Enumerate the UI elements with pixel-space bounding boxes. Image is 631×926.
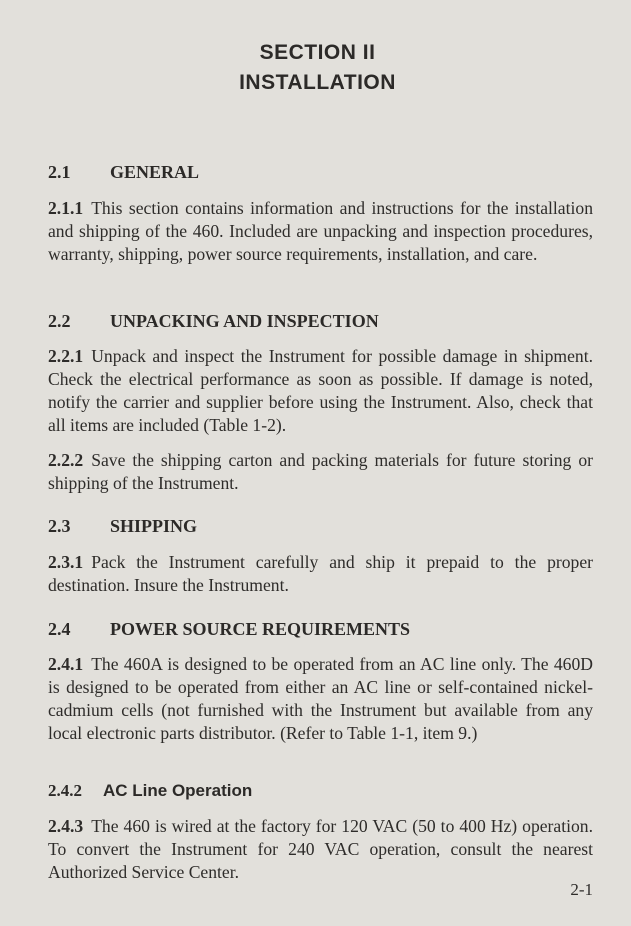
page-number: 2-1 xyxy=(570,880,593,899)
paragraph-number: 2.1.1 xyxy=(48,198,84,218)
paragraph-text: The 460A is designed to be operated from an AC line only. The 460D is designed to be operated from either an AC line or self-contained nickel-cadmium cells (not furnished with the Instrument but available from any local electronic parts distributor. (Refer to Table 1-1, item 9.) xyxy=(48,654,593,743)
heading-number: 2.4 xyxy=(48,619,71,639)
section-title: SECTION II xyxy=(259,41,376,64)
heading-text: UNPACKING AND INSPECTION xyxy=(110,311,379,331)
paragraph-2-2-2 xyxy=(48,449,593,495)
paragraph-2-2-1 xyxy=(48,345,593,437)
heading-text: POWER SOURCE REQUIREMENTS xyxy=(110,619,411,639)
heading-number: 2.1 xyxy=(48,162,71,182)
paragraph-2-4-3 xyxy=(48,815,593,884)
subheading-2-4-2 xyxy=(48,781,252,801)
paragraph-text: Save the shipping carton and packing materials for future storing or shipping of the Instrument. xyxy=(48,450,593,493)
paragraph-text: Unpack and inspect the Instrument for possible damage in shipment. Check the electrical performance as soon as possible. If damage is noted, notify the carrier and supplier before using the Instrument. Also, check that all items are included (Table 1-2). xyxy=(48,346,593,435)
heading-2-1 xyxy=(48,162,199,183)
paragraph-number: 2.4.1 xyxy=(48,654,84,674)
heading-number: 2.2 xyxy=(48,311,71,331)
paragraph-text: Pack the Instrument carefully and ship it prepaid to the proper destination. Insure the Instrument. xyxy=(48,552,593,595)
heading-number: 2.3 xyxy=(48,516,71,536)
heading-2-4 xyxy=(48,619,410,640)
heading-text: GENERAL xyxy=(110,162,200,182)
heading-2-2 xyxy=(48,311,379,332)
paragraph-number: 2.4.3 xyxy=(48,816,84,836)
heading-text: SHIPPING xyxy=(110,516,198,536)
paragraph-number: 2.3.1 xyxy=(48,552,84,572)
heading-2-3 xyxy=(48,516,197,537)
section-subtitle: INSTALLATION xyxy=(239,71,396,94)
subheading-text: AC Line Operation xyxy=(103,781,253,800)
paragraph-2-3-1 xyxy=(48,551,593,597)
paragraph-2-4-1 xyxy=(48,653,593,745)
paragraph-number: 2.2.2 xyxy=(48,450,84,470)
paragraph-text: The 460 is wired at the factory for 120 VAC (50 to 400 Hz) operation. To convert the Instrument for 240 VAC operation, consult the nearest Authorized Service Center. xyxy=(48,816,593,882)
subheading-number: 2.4.2 xyxy=(48,781,82,800)
paragraph-number: 2.2.1 xyxy=(48,346,84,366)
paragraph-text: This section contains information and instructions for the installation and shipping of the 460. Included are unpacking and inspection procedures, warranty, shipping, power source requirements, installation, and care. xyxy=(48,198,593,264)
paragraph-2-1-1 xyxy=(48,197,593,266)
